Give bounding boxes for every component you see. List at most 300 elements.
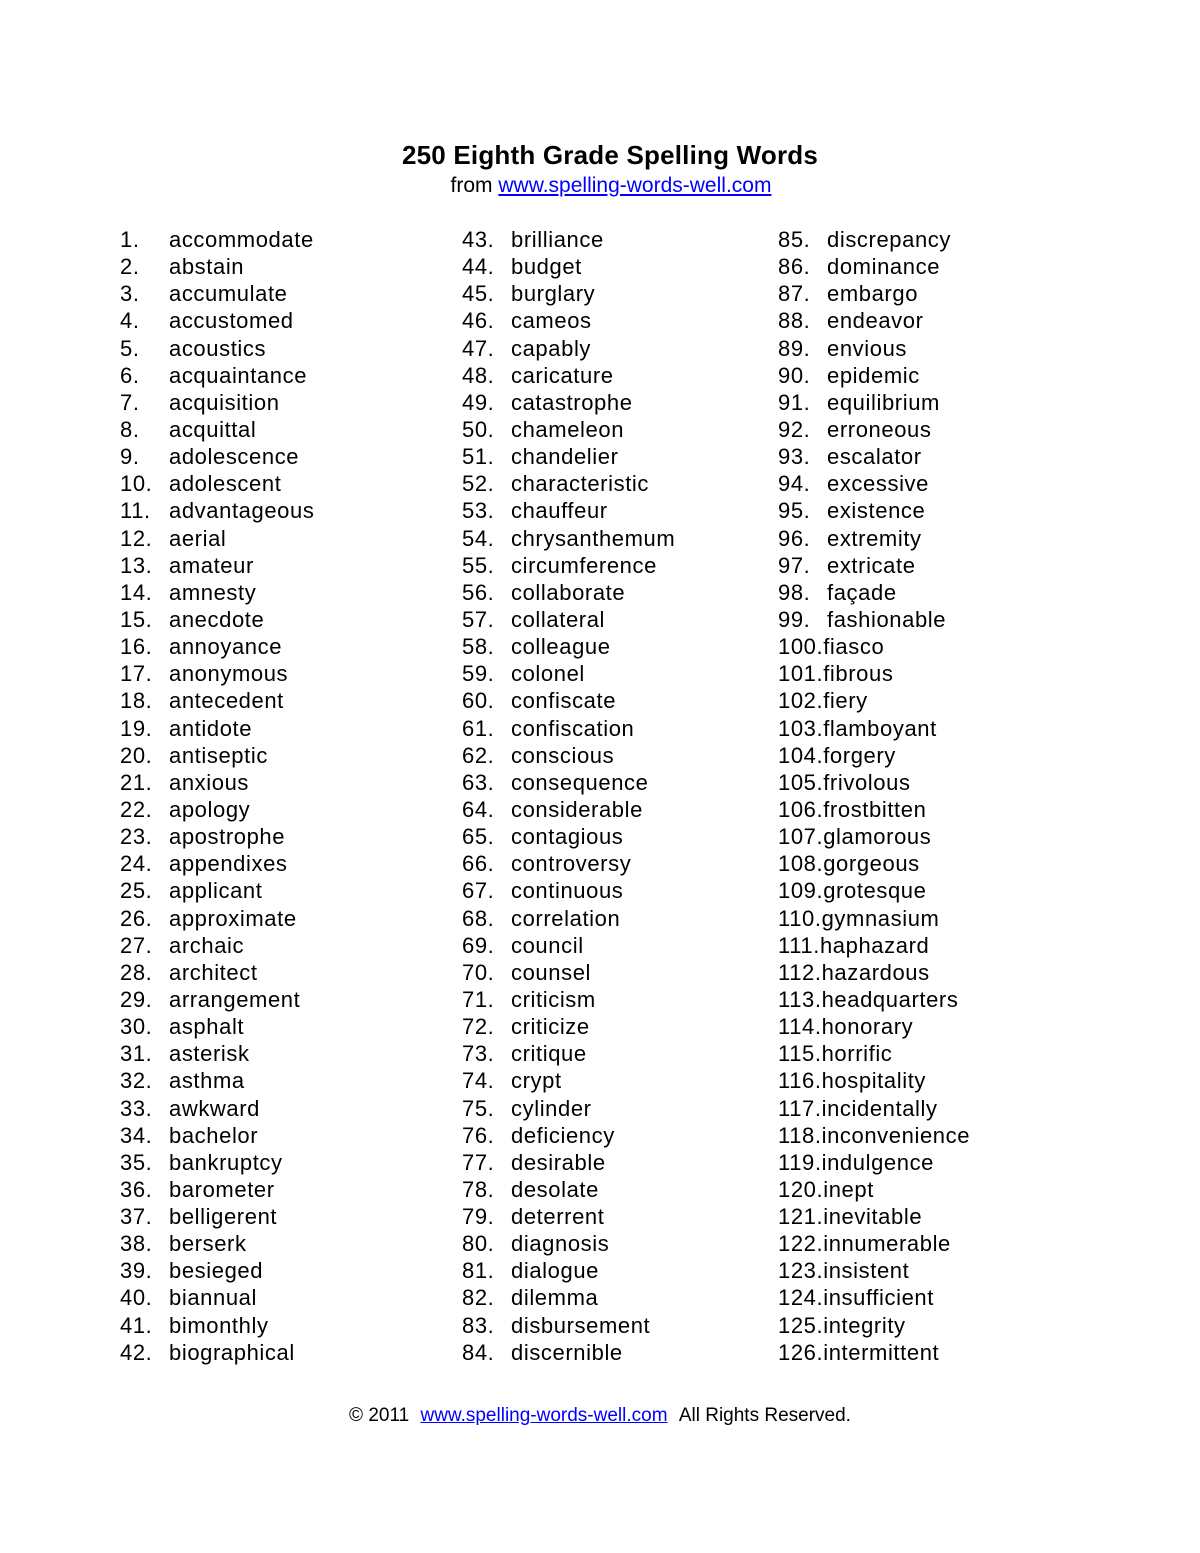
item-word: erroneous [827,416,932,442]
list-item [120,1040,314,1067]
item-word: correlation [511,905,621,931]
item-number: 16. [120,634,153,660]
item-word: acquittal [169,416,257,442]
list-item [778,253,970,280]
item-number: 122. [778,1231,824,1257]
list-item [120,307,314,334]
item-word: asterisk [169,1041,250,1067]
list-item [120,850,314,877]
list-item [462,986,675,1013]
list-item [462,335,675,362]
item-word: abstain [169,254,245,280]
item-word: cameos [511,308,592,334]
item-word: hazardous [821,959,930,985]
item-number: 44. [462,254,495,280]
item-number: 5. [120,335,140,361]
item-number: 56. [462,579,495,605]
item-word: conscious [511,742,615,768]
item-word: contagious [511,824,624,850]
item-word: advantageous [169,498,315,524]
item-number: 110. [778,905,822,931]
item-number: 68. [462,905,495,931]
item-word: fashionable [827,606,947,632]
subtitle-prefix: from [450,174,493,197]
list-item [462,1230,675,1257]
item-word: grotesque [823,878,927,904]
list-item [778,877,970,904]
item-number: 12. [120,525,153,551]
word-column-1 [120,226,314,1366]
item-word: bimonthly [169,1312,269,1338]
item-word: gorgeous [823,851,920,877]
item-number: 105. [778,769,824,795]
item-number: 64. [462,796,495,822]
item-word: discrepancy [827,227,951,252]
list-item [120,959,314,986]
item-word: continuous [511,878,624,904]
item-word: controversy [511,851,632,877]
subtitle-website-link[interactable]: www.spelling-words-well.com [498,174,772,197]
list-item [778,850,970,877]
item-number: 40. [120,1285,153,1311]
page-footer [0,1405,1200,1427]
item-word: annoyance [169,634,283,660]
list-item [120,525,314,552]
list-item [462,497,675,524]
item-word: colleague [511,634,611,660]
list-item [778,1067,970,1094]
item-number: 82. [462,1285,495,1311]
list-item [462,525,675,552]
item-word: inept [823,1176,874,1202]
item-number: 19. [120,715,153,741]
list-item [778,769,970,796]
item-word: envious [827,335,908,361]
item-word: confiscation [511,715,635,741]
item-word: gymnasium [821,905,940,931]
item-word: appendixes [169,851,288,877]
item-number: 39. [120,1258,153,1284]
list-item [778,579,970,606]
list-item [120,443,314,470]
item-word: caricature [511,362,614,388]
item-word: fibrous [823,661,894,687]
list-item [778,497,970,524]
item-word: amnesty [169,579,257,605]
list-item [462,280,675,307]
list-item [778,742,970,769]
item-number: 59. [462,661,495,687]
item-number: 80. [462,1231,495,1257]
item-word: integrity [823,1312,906,1338]
item-word: escalator [827,444,922,470]
item-number: 63. [462,769,495,795]
list-item [120,335,314,362]
item-word: accommodate [169,227,314,252]
item-number: 8. [120,416,140,442]
item-number: 45. [462,281,495,307]
item-number: 99. [778,606,811,632]
list-item [120,1176,314,1203]
item-number: 103. [778,715,824,741]
item-word: glamorous [823,824,932,850]
page-subtitle [0,174,1200,198]
item-number: 35. [120,1149,153,1175]
item-word: crypt [511,1068,562,1094]
item-word: antidote [169,715,253,741]
list-item [120,796,314,823]
item-number: 72. [462,1014,495,1040]
item-number: 86. [778,254,811,280]
item-word: epidemic [827,362,920,388]
list-item [778,959,970,986]
item-word: innumerable [823,1231,951,1257]
item-word: critique [511,1041,587,1067]
item-number: 62. [462,742,495,768]
list-item [462,253,675,280]
item-word: circumference [511,552,657,578]
item-word: excessive [827,471,929,497]
list-item [462,769,675,796]
item-word: haphazard [819,932,930,958]
item-word: incidentally [821,1095,938,1121]
list-item [120,1230,314,1257]
item-number: 3. [120,281,140,307]
item-number: 46. [462,308,495,334]
item-number: 25. [120,878,153,904]
item-word: considerable [511,796,643,822]
item-word: desolate [511,1176,599,1202]
item-number: 14. [120,579,153,605]
list-item [778,715,970,742]
list-item [462,633,675,660]
item-word: discernible [511,1339,623,1365]
item-number: 85. [778,227,811,252]
item-word: acquisition [169,389,280,415]
list-item [778,280,970,307]
item-word: characteristic [511,471,649,497]
list-item [462,1176,675,1203]
item-number: 118. [778,1122,822,1148]
item-word: collaborate [511,579,626,605]
item-number: 43. [462,227,495,252]
item-number: 117. [778,1095,822,1121]
item-number: 113. [778,986,822,1012]
item-number: 66. [462,851,495,877]
item-word: dominance [827,254,941,280]
item-number: 34. [120,1122,153,1148]
word-column-3 [778,226,970,1366]
item-number: 38. [120,1231,153,1257]
item-word: façade [827,579,897,605]
item-number: 93. [778,444,811,470]
item-number: 120. [778,1176,824,1202]
list-item [120,579,314,606]
list-item [462,470,675,497]
item-number: 48. [462,362,495,388]
list-item [778,362,970,389]
list-item [462,1095,675,1122]
item-word: disbursement [511,1312,651,1338]
list-item [778,1149,970,1176]
list-item [778,1284,970,1311]
list-item [462,742,675,769]
list-item [120,742,314,769]
list-item [120,1284,314,1311]
list-item [778,905,970,932]
list-item [120,1257,314,1284]
item-word: acoustics [169,335,267,361]
item-word: intermittent [823,1339,940,1365]
list-item [462,1339,675,1366]
item-word: chameleon [511,416,625,442]
list-item [120,389,314,416]
item-number: 6. [120,362,140,388]
item-number: 9. [120,444,140,470]
item-number: 57. [462,606,495,632]
item-number: 22. [120,796,153,822]
item-word: inconvenience [821,1122,971,1148]
item-word: chrysanthemum [511,525,676,551]
item-word: acquaintance [169,362,308,388]
list-item [462,1040,675,1067]
item-word: barometer [169,1176,275,1202]
item-number: 29. [120,986,153,1012]
item-number: 58. [462,634,495,660]
item-number: 100. [778,634,824,660]
list-item [778,823,970,850]
item-word: awkward [169,1095,261,1121]
item-number: 21. [120,769,153,795]
item-word: biannual [169,1285,257,1311]
item-number: 27. [120,932,153,958]
list-item [120,606,314,633]
list-item [120,1122,314,1149]
item-number: 20. [120,742,153,768]
item-word: flamboyant [823,715,937,741]
list-item [462,389,675,416]
list-item [462,606,675,633]
list-item [120,416,314,443]
item-word: forgery [823,742,896,768]
list-item [120,552,314,579]
item-number: 78. [462,1176,495,1202]
list-item [778,1230,970,1257]
item-word: dialogue [511,1258,599,1284]
list-item [778,1040,970,1067]
page-title: 250 Eighth Grade Spelling Words [401,140,819,170]
item-number: 126. [778,1339,824,1365]
list-item [120,362,314,389]
item-number: 13. [120,552,153,578]
item-number: 28. [120,959,153,985]
item-word: headquarters [821,986,959,1012]
item-word: bankruptcy [169,1149,283,1175]
item-word: catastrophe [511,389,633,415]
list-item [462,1257,675,1284]
list-item [120,497,314,524]
list-item [778,416,970,443]
item-word: asphalt [169,1014,245,1040]
item-word: endeavor [827,308,924,334]
list-item [778,1122,970,1149]
item-number: 98. [778,579,811,605]
item-word: embargo [827,281,919,307]
footer-rights: All Rights Reserved. [678,1405,851,1426]
list-item [778,307,970,334]
item-number: 52. [462,471,495,497]
item-number: 101. [778,661,824,687]
item-word: deterrent [511,1204,605,1230]
list-item [120,1312,314,1339]
item-number: 70. [462,959,495,985]
item-number: 7. [120,389,140,415]
list-item [462,552,675,579]
item-word: dilemma [511,1285,599,1311]
item-word: antecedent [169,688,284,714]
item-number: 74. [462,1068,495,1094]
item-number: 71. [462,986,495,1012]
list-item [462,905,675,932]
item-number: 61. [462,715,495,741]
list-item [462,443,675,470]
list-item [778,1176,970,1203]
item-number: 1. [120,227,140,252]
list-item [462,1013,675,1040]
item-number: 31. [120,1041,153,1067]
item-number: 2. [120,254,140,280]
list-item [462,1203,675,1230]
footer-website-link[interactable]: www.spelling-words-well.com [420,1405,668,1426]
item-word: apostrophe [169,824,286,850]
list-item [778,552,970,579]
item-word: capably [511,335,592,361]
item-number: 51. [462,444,495,470]
item-number: 116. [778,1068,822,1094]
item-word: amateur [169,552,254,578]
item-number: 60. [462,688,495,714]
item-number: 54. [462,525,495,551]
list-item [462,687,675,714]
list-item [120,1339,314,1366]
item-word: collateral [511,606,606,632]
item-word: extricate [827,552,916,578]
item-number: 89. [778,335,811,361]
list-item [462,1122,675,1149]
list-item [120,1013,314,1040]
item-number: 102. [778,688,824,714]
item-number: 75. [462,1095,495,1121]
list-item [778,335,970,362]
item-number: 90. [778,362,811,388]
list-item [462,850,675,877]
list-item [120,470,314,497]
item-word: counsel [511,959,592,985]
item-word: deficiency [511,1122,615,1148]
item-number: 15. [120,606,153,632]
item-number: 121. [778,1204,824,1230]
item-number: 84. [462,1339,495,1365]
list-item [120,280,314,307]
item-number: 10. [120,471,153,497]
item-word: chauffeur [511,498,608,524]
list-item [462,959,675,986]
item-number: 114. [778,1014,822,1040]
item-word: belligerent [169,1204,278,1230]
list-item [120,986,314,1013]
list-item [778,1312,970,1339]
list-item [778,470,970,497]
item-word: brilliance [511,227,604,252]
item-number: 91. [778,389,811,415]
list-item [778,1013,970,1040]
list-item [120,226,314,253]
item-number: 119. [778,1149,822,1175]
item-number: 106. [778,796,824,822]
item-word: anonymous [169,661,289,687]
item-number: 109. [778,878,824,904]
list-item [462,877,675,904]
list-item [120,687,314,714]
list-item [120,932,314,959]
item-number: 69. [462,932,495,958]
item-number: 53. [462,498,495,524]
list-item [778,1257,970,1284]
item-number: 112. [778,959,822,985]
item-number: 42. [120,1339,153,1365]
item-word: apology [169,796,251,822]
item-number: 124. [778,1285,824,1311]
item-number: 65. [462,824,495,850]
item-number: 96. [778,525,811,551]
list-item [120,715,314,742]
item-number: 23. [120,824,153,850]
list-item [462,1149,675,1176]
item-number: 94. [778,471,811,497]
item-number: 76. [462,1122,495,1148]
list-item [462,1312,675,1339]
item-number: 97. [778,552,811,578]
item-word: criticism [511,986,596,1012]
list-item [778,796,970,823]
item-word: applicant [169,878,263,904]
item-word: horrific [821,1041,893,1067]
item-word: diagnosis [511,1231,610,1257]
item-word: fiasco [823,634,885,660]
item-number: 79. [462,1204,495,1230]
item-word: colonel [511,661,585,687]
item-word: chandelier [511,444,619,470]
item-word: frostbitten [823,796,927,822]
list-item [778,1203,970,1230]
item-word: council [511,932,584,958]
item-word: asthma [169,1068,245,1094]
item-number: 24. [120,851,153,877]
item-number: 47. [462,335,495,361]
list-item [120,633,314,660]
item-word: frivolous [823,769,911,795]
item-number: 77. [462,1149,495,1175]
item-word: honorary [821,1014,914,1040]
list-item [462,1067,675,1094]
list-item [462,796,675,823]
list-item [120,660,314,687]
item-word: adolescent [169,471,282,497]
item-number: 26. [120,905,153,931]
item-number: 67. [462,878,495,904]
list-item [778,633,970,660]
list-item [778,606,970,633]
